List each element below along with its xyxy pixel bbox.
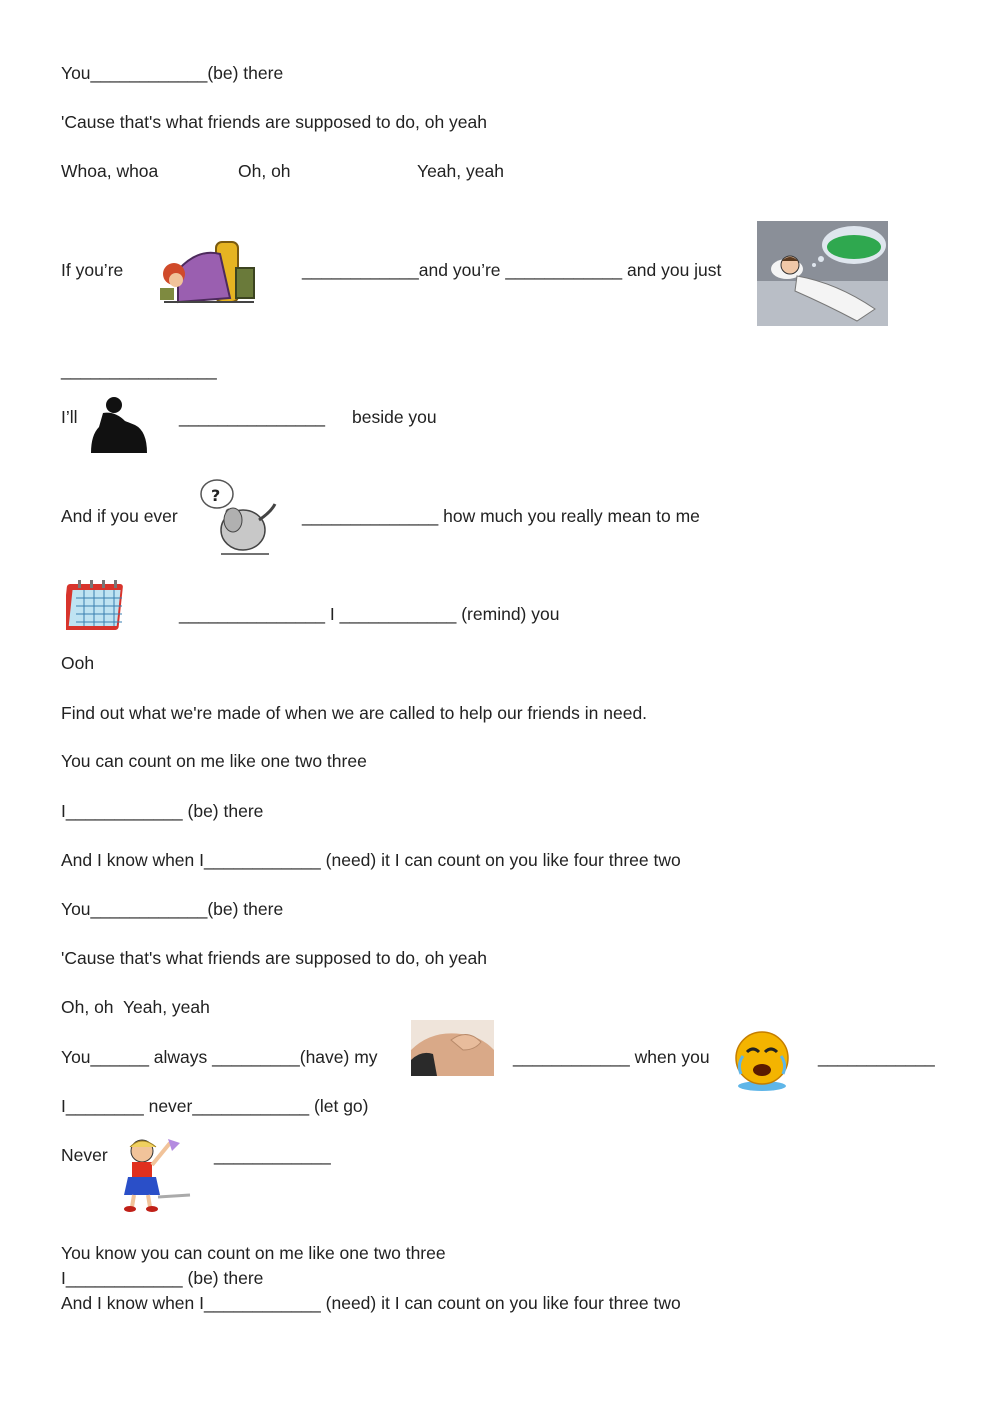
lyric-line: And I know when I____________ (need) it I can count on you like four three two — [61, 1293, 681, 1313]
lyric-line: 'Cause that's what friends are supposed to do, oh yeah — [61, 948, 487, 968]
sick-in-bed-icon — [158, 240, 258, 308]
silhouette-icon — [89, 395, 149, 455]
lyric-line: ____________ — [818, 1047, 935, 1067]
lyric-line: You can count on me like one two three — [61, 751, 367, 771]
lyric-line: _______________ I ____________ (remind) you — [179, 604, 560, 624]
lyric-line: And I know when I____________ (need) it I can count on you like four three two — [61, 850, 681, 870]
lyric-line: 'Cause that's what friends are supposed to do, oh yeah — [61, 112, 487, 132]
lyric-line: You know you can count on me like one two three — [61, 1243, 446, 1263]
waving-girl-icon — [118, 1137, 192, 1213]
lyric-line: _______________ — [179, 407, 325, 427]
lyric-line: beside you — [352, 407, 437, 427]
lyric-line: I____________ (be) there — [61, 801, 264, 821]
lyric-line: And if you ever — [61, 506, 178, 526]
lyric-line: Yeah, yeah — [417, 161, 504, 181]
lyric-line: ______________ how much you really mean to me — [302, 506, 700, 526]
lyric-line: ________________ — [61, 360, 217, 380]
lyric-line: Find out what we're made of when we are called to help our friends in need. — [61, 703, 648, 723]
lyric-line: I____________ (be) there — [61, 1268, 264, 1288]
lyric-line: ____________ — [214, 1145, 331, 1165]
lyric-line: You____________(be) there — [61, 899, 284, 919]
calendar-icon — [66, 576, 128, 632]
lyric-line: I’ll — [61, 407, 78, 427]
lyric-line: You______ always _________(have) my — [61, 1047, 378, 1067]
lyric-line: Oh, oh — [238, 161, 291, 181]
lyric-line: ____________ when you — [513, 1047, 710, 1067]
thinking-elephant-icon — [199, 476, 285, 560]
lyric-line: Never — [61, 1145, 108, 1165]
dreaming-man-icon — [757, 221, 888, 326]
lyric-line: I________ never____________ (let go) — [61, 1096, 369, 1116]
lyric-line: ____________and you’re ____________ and you just — [302, 260, 722, 280]
svg-text:?: ? — [211, 486, 221, 505]
lyric-line: Whoa, whoa — [61, 161, 159, 181]
lyric-line: Ooh — [61, 653, 95, 673]
shoulder-icon — [411, 1020, 494, 1076]
lyric-line: If you’re — [61, 260, 124, 280]
lyric-line: You____________(be) there — [61, 63, 284, 83]
crying-face-icon — [731, 1028, 793, 1092]
lyric-line: Oh, oh Yeah, yeah — [61, 997, 210, 1017]
